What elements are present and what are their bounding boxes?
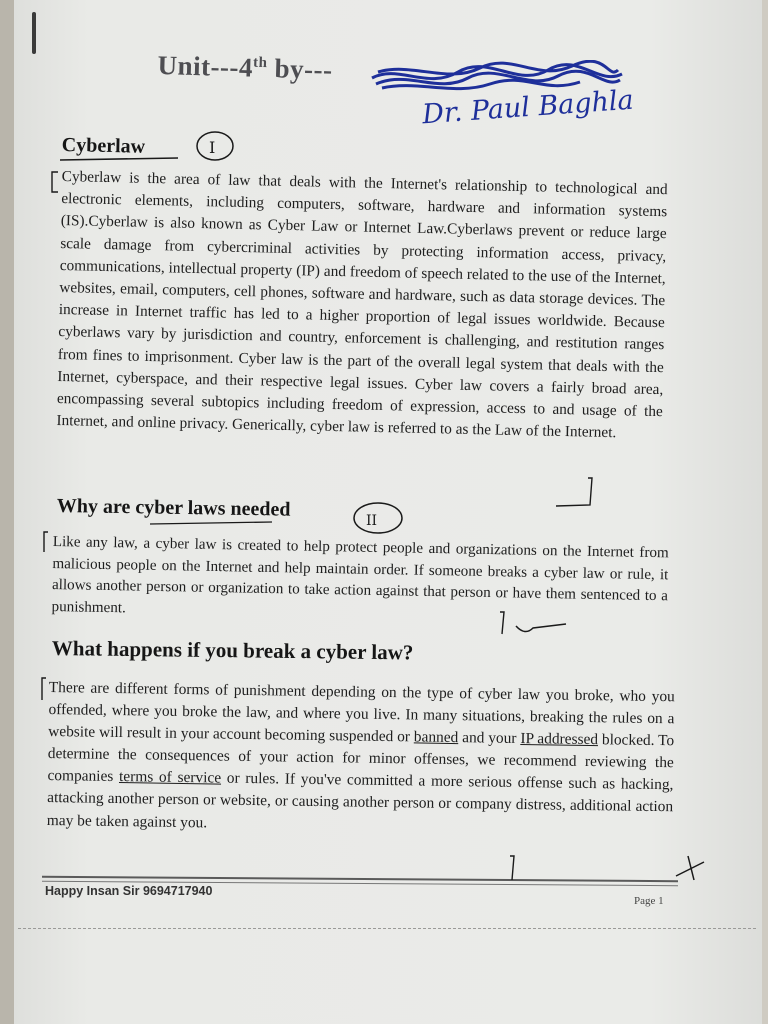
footer-page-number: Page 1 (634, 895, 664, 907)
staple-pin (32, 12, 36, 54)
paragraph-why-cyber-laws: Like any law, a cyber law is created to help protect people and organizations on the Internet from malicious people on the Internet and help maintain order. If someone breaks a cyber law or rule, it allows another person or organization to take action against that person or have them sentenced to a punishment. (51, 533, 669, 617)
underlined-ip-addressed: IP addressed (520, 730, 599, 749)
page-left-edge (0, 0, 14, 1024)
paragraph-cyberlaw: Cyberlaw is the area of law that deals with the Internet's relationship to technological and electronic elements, including computers, software, hardware and information systems (IS).Cyberlaw is also known as Cyber Law or Internet Law.Cyberlaws prevent or reduce large scale damage from cybercriminal activities by protecting information access, privacy, communications, intellectual property (IP) and freedom of speech related to the use of the Internet, websites, email, computers, cell phones, software and hardware, such as data storage devices. The increase in Internet traffic has led to a higher proportion of legal issues worldwide. Because cyberlaws vary by jurisdiction and country, enforcement is challenging, and restitution ranges from fines to imprisonment. Cyber law is the part of the overall legal system that deals with the Internet, cyberspace, and their respective legal issues. Cyber law covers a fairly broad area, encompassing several subtopics including freedom of expression, access to and usage of the Internet, and online privacy. Generically, cyber law is referred to as the Law of the Internet. (56, 167, 668, 442)
handwritten-signature: Dr. Paul Baghla (421, 84, 635, 131)
text-part-2: and your (458, 729, 521, 748)
unit-title-text: Unit---4 (157, 50, 254, 83)
text-part-1: There are different forms of punishment depending on the type of cyber law you broke, who you offended, where you broke the law, and where you live. In many situations, breaking the rules on a website will result in your account becoming suspended or (48, 678, 675, 746)
heading-break-cyber-law: What happens if you break a cyber law? (51, 636, 414, 665)
text-part-4: or rules. If you've committed a more serious offense such as hacking, attacking another person or website, or causing another person or company distress, additional action may be taken against you. (46, 769, 674, 831)
heading-cyberlaw: Cyberlaw (61, 134, 146, 158)
underlined-banned: banned (413, 728, 459, 747)
unit-title-sup: th (252, 54, 268, 72)
text-part-3: blocked. To determine the consequences of your action for minor offenses, we recommend reviewing the companies (47, 731, 675, 786)
roman-numeral-two: II (366, 513, 378, 529)
footer-author: Happy Insan Sir 9694717940 (45, 884, 213, 898)
unit-title-suffix: by--- (274, 53, 334, 85)
page-right-edge (762, 0, 768, 1024)
perforation-line (18, 928, 756, 929)
paragraph-break-cyber-law (47, 677, 675, 841)
heading-why-cyber-laws: Why are cyber laws needed (56, 495, 291, 521)
roman-numeral-one: I (209, 138, 216, 157)
underlined-terms-of-service: terms of service (118, 768, 222, 787)
unit-title (157, 50, 333, 86)
